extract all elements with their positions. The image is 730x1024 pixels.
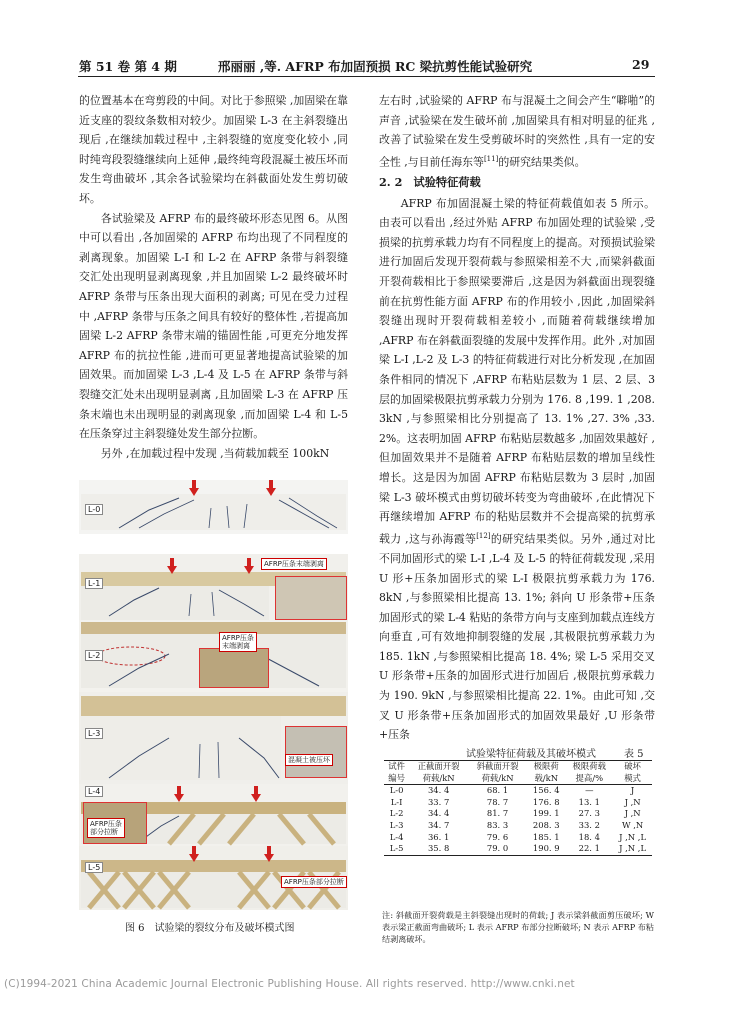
table-cell: 83. 3	[486, 819, 509, 830]
callout-line-2: 末端剥离	[222, 642, 250, 650]
header-line: 编号	[388, 772, 405, 783]
right-column	[379, 91, 655, 745]
panel-l3	[79, 692, 348, 784]
table-cell: 79. 6	[486, 831, 509, 842]
table-number: 表 5	[624, 749, 644, 760]
table-row	[384, 820, 652, 832]
panel-label: L-5	[85, 862, 103, 873]
table-row	[384, 832, 652, 844]
left-column	[79, 91, 348, 463]
header-line: 荷载/kN	[422, 772, 455, 783]
panel-label: L-3	[85, 728, 103, 739]
table-cell: 79. 0	[486, 843, 509, 854]
panel-l4	[79, 784, 348, 846]
table-cell: L-5	[389, 843, 404, 854]
table-cell: 78. 7	[486, 796, 509, 807]
table-cell: 199. 1	[532, 808, 560, 819]
detail-photo	[199, 648, 269, 688]
table-cell: 68. 1	[486, 785, 509, 796]
table-cell: 33. 7	[427, 796, 450, 807]
journal-volume: 第 51 卷 第 4 期	[79, 59, 177, 74]
citation-12: [12]	[476, 531, 491, 540]
header-line: 模式	[624, 772, 641, 783]
citation-11: [11]	[483, 154, 499, 163]
header-line: 极限荷载	[572, 761, 607, 771]
table-header-cell	[384, 761, 409, 785]
table-cell: L-3	[389, 819, 404, 830]
callout-line-1: AFRP压条	[90, 820, 122, 828]
table-cell: 13. 1	[578, 796, 600, 807]
detail-photo	[285, 726, 347, 778]
table-cell: 34. 7	[427, 819, 450, 830]
crack-pattern	[79, 480, 348, 534]
right-p1-tail: 的研究结果类似。	[498, 155, 586, 169]
table-cell: 36. 1	[427, 831, 450, 842]
table-note: 注: 斜截面开裂荷载是主斜裂缝出现时的荷载; J 表示梁斜截面剪压破坏; W 表示梁正截面弯曲破坏; L 表示 AFRP 布部分拉断破坏; N 表示 AFRP 布粘结剥离破坏。	[382, 910, 654, 944]
table-cell: —	[585, 785, 594, 796]
header-line: 提高/%	[575, 772, 604, 783]
table-cell: 33. 2	[578, 819, 600, 830]
detail-photo	[275, 576, 347, 620]
table-cell: 185. 1	[532, 831, 560, 842]
left-paragraph-3: 另外 ,在加载过程中发现 ,当荷载加载至 100kN	[100, 446, 330, 460]
panel-label: L-2	[85, 650, 103, 661]
table-cell: L-0	[389, 785, 404, 796]
table-header-cell	[468, 761, 527, 785]
table-cell: 34. 4	[427, 785, 450, 796]
header-line: 极限荷	[533, 761, 559, 771]
callout	[87, 818, 125, 838]
header-line: 载/kN	[534, 772, 559, 783]
table-cell: J ,N	[624, 808, 641, 819]
left-paragraph-1: 的位置基本在弯剪段的中间。对比于参照梁 ,加固梁在靠近支座的裂纹条数相对较少。加固梁 L-3 在主斜裂缝出现后 ,在继续加载过程中 ,主斜裂缝的宽度变化较小 ,同时纯弯段裂缝继续向上延伸 ,最终纯弯段混凝土被压坏而发生弯曲破坏 ,其余各试验梁均在斜截面处发生剪切破坏。	[79, 94, 348, 205]
panel-l1	[79, 554, 348, 620]
callout: 混凝土被压坏	[285, 754, 333, 766]
table-cell: 156. 4	[532, 785, 560, 796]
table-cell: 27. 3	[578, 808, 600, 819]
running-title: 邢丽丽 ,等. AFRP 布加固预损 RC 梁抗剪性能试验研究	[218, 59, 533, 74]
right-p2-text: AFRP 布加固混凝土梁的特征荷载值如表 5 所示。由表可以看出 ,经过外贴 AFRP 布加固处理的试验梁 ,受损梁的抗剪承载力均有不同程度上的提高。对预损试验梁进行加固后发现开裂荷载与参照梁相差不大 ,而梁斜截面开裂荷载相比于参照梁要滞后 ,这是因为斜截面出现裂缝前在抗剪性能方面 AFRP 布的作用较小 ,因此 ,加固梁斜裂缝出现时开裂荷载相差较小 ,而随着荷载继续增加 ,AFRP 布在斜截面裂缝的发展中发挥作用。此外 ,对加固梁 L-I ,L-2 及 L-3 的特征荷载进行对比分析发现 ,在加固条件相同的情况下 ,AFRP 布粘贴层数为 1 层、2 层、3 层的加固梁极限抗剪承载力分别为 176. 8 ,199. 1 ,208. 3kN ,与参照梁相比分别提高了 13. 1% ,27. 3% ,33. 2%。这表明加固 AFRP 布粘贴层数越多 ,加固效果越好 ,但加固效果并不是随着 AFRP 布粘贴层数的增加呈线性增长。这是因为加固 AFRP 布粘贴层数为 3 层时 ,加固梁 L-3 破坏模式由剪切破坏转变为弯曲破坏 ,在此情况下再继续增加 AFRP 布的粘贴层数并不会提高梁的抗剪承载力 ,这与孙海霞等	[379, 196, 655, 546]
table-cell: 190. 9	[532, 843, 560, 854]
right-paragraph-1	[379, 91, 655, 172]
table-row	[384, 843, 652, 855]
panel-label: L-0	[85, 504, 103, 515]
copyright-footer: (C)1994-2021 China Academic Journal Electronic Publishing House. All rights reserved. http://www.cnki.net	[4, 978, 575, 990]
header-line: 荷载/kN	[481, 772, 514, 783]
table-header-cell	[565, 761, 613, 785]
figure-caption: 图 6 试验梁的裂纹分布及破坏模式图	[125, 923, 295, 934]
page-number: 29	[632, 57, 650, 72]
header-line: 破坏	[624, 761, 641, 771]
header-line: 试件	[388, 761, 405, 771]
header-line: 正截面开裂	[417, 761, 460, 771]
table-cell: 22. 1	[578, 843, 600, 854]
table-header-cell	[613, 761, 652, 785]
table-cell: 18. 4	[578, 831, 600, 842]
table-cell: J ,N ,L	[619, 831, 647, 842]
right-p1-text: 左右时 ,试验梁的 AFRP 布与混凝土之间会产生“噼啪”的声音 ,试验梁在发生破坏前 ,加固梁具有相对明显的征兆 ,改善了试验梁在发生受剪破坏时的突然性 ,具有一定的安全性 ,与目前任海东等	[379, 94, 655, 169]
table-cell: L-4	[389, 831, 404, 842]
table-cell: L-I	[390, 796, 403, 807]
table-cell: 208. 3	[532, 819, 560, 830]
callout-line-1: AFRP压条	[222, 634, 254, 642]
table-title: 试验梁特征荷载及其破坏模式	[466, 749, 596, 760]
table-cell: 176. 8	[532, 796, 560, 807]
panel-l5	[79, 846, 348, 910]
section-heading: 2. 2 试验特征荷载	[379, 175, 481, 189]
right-paragraph-2	[379, 194, 655, 745]
callout	[219, 632, 257, 652]
table-cell: J	[630, 785, 635, 796]
callout-line-2: 部分拉断	[90, 828, 118, 836]
table-body	[384, 785, 652, 856]
panel-label: L-1	[85, 578, 103, 589]
left-paragraph-2: 各试验梁及 AFRP 布的最终破坏形态见图 6。从图中可以看出 ,各加固梁的 AFRP 布均出现了不同程度的剥离现象。加固梁 L-I 和 L-2 在 AFRP 条带与斜裂缝交汇处出现明显剥离现象 ,并且加固梁 L-2 最终破坏时 AFRP 条带与压条出现大面积的剥离; 可见在受力过程中 ,AFRP 条带与压条之间具有较好的整体性 ,若提高加固梁 L-2 AFRP 条带末端的锚固性能 ,可更充分地发挥 AFRP 布的抗拉性能 ,进而可更显著地提高试验梁的加固效果。而加固梁 L-3 ,L-4 及 L-5 在 AFRP 条带与斜裂缝交汇处未出现明显剥离 ,且加固梁 L-3 在 AFRP 压条末端也未出现明显的剥离现象 ,而加固梁 L-4 和 L-5 在压条穿过主斜裂缝处发生部分拉断。	[79, 211, 348, 441]
table-cell: 35. 8	[427, 843, 450, 854]
table-cell: 81. 7	[486, 808, 509, 819]
panel-l2	[79, 620, 348, 692]
table-row	[384, 785, 652, 797]
table-5	[384, 760, 652, 856]
table-cell: 34. 4	[427, 808, 450, 819]
table-header	[384, 761, 652, 785]
panel-label: L-4	[85, 786, 103, 797]
panel-l0	[79, 480, 348, 534]
right-p2-tail: 的研究结果类似。另外 ,通过对比不同加固形式的梁 L-I ,L-4 及 L-5 的特征荷载发现 ,采用 U 形+压条加固形式的梁 L-I 极限抗剪承载力为 176. 8kN ,与参照梁相比提高 13. 1%; 斜向 U 形条带+压条加固形式的梁 L-4 粘贴的条带方向与支座到加载点连线方向垂直 ,可有效地抑制裂缝的发展 ,其极限抗剪承载力为 185. 1kN ,与参照梁相比提高 18. 4%; 梁 L-5 采用交叉 U 形条带+压条的加固形式进行加固后 ,极限抗剪承载力为 190. 9kN ,与参照梁相比提高 22. 1%。由此可知 ,交叉 U 形条带+压条加固形式的加固效果最好 ,U 形条带+压条	[379, 532, 655, 742]
callout: AFRP压条末端剥离	[261, 558, 327, 570]
table-header-cell	[527, 761, 565, 785]
header-line: 斜截面开裂	[476, 761, 519, 771]
table-cell: J ,N	[624, 796, 641, 807]
table-cell: W ,N	[621, 819, 644, 830]
table-header-cell	[409, 761, 468, 785]
header-rule	[78, 76, 655, 77]
callout: AFRP压条部分拉断	[281, 876, 347, 888]
table-cell: J ,N ,L	[619, 843, 647, 854]
table-row	[384, 808, 652, 820]
table-cell: L-2	[389, 808, 404, 819]
table-row	[384, 797, 652, 809]
